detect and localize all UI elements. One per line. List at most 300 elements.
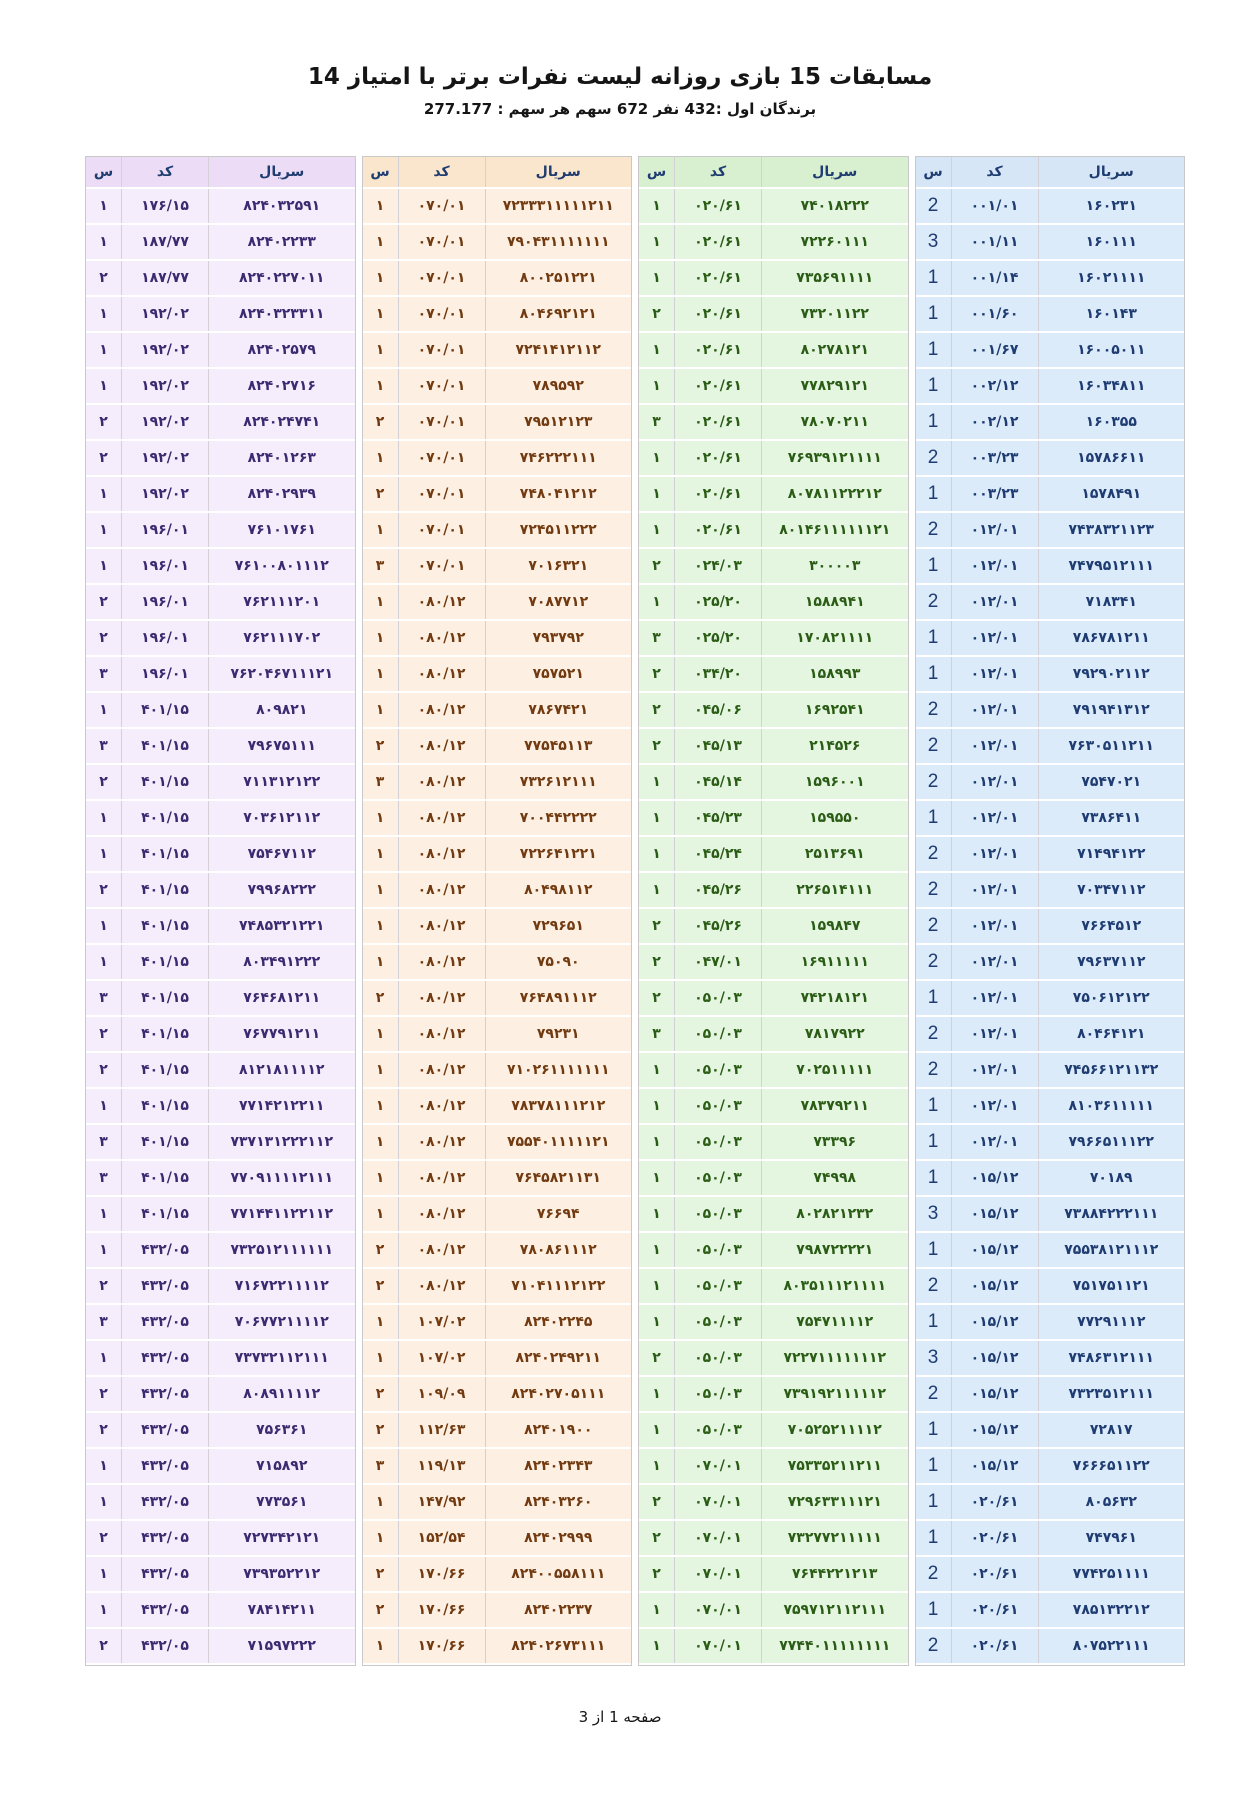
- cell-s: ۱: [86, 944, 122, 980]
- cell-code: ۰۸۰/۱۲: [398, 1232, 485, 1268]
- cell-s: ۱: [639, 1376, 675, 1412]
- cell-s: ۳: [639, 1016, 675, 1052]
- cell-serial: ۷۶۶۹۴: [485, 1196, 631, 1232]
- cell-s: ۱: [86, 1556, 122, 1592]
- table-row: [86, 1592, 355, 1628]
- cell-code: ۰۱۵/۱۲: [951, 1412, 1038, 1448]
- cell-code: ۰۴۵/۲۶: [675, 872, 762, 908]
- cell-serial: ۷۴۷۹۶۱: [1038, 1520, 1184, 1556]
- col-header-serial: سریال: [1038, 157, 1184, 188]
- cell-serial: ۷۵۹۷۱۲۱۱۲۱۱۱: [762, 1592, 908, 1628]
- cell-serial: ۷۷۴۴۰۱۱۱۱۱۱۱۱: [762, 1628, 908, 1664]
- table-row: [916, 836, 1185, 872]
- table-row: [363, 800, 632, 836]
- cell-s: ۲: [639, 296, 675, 332]
- cell-code: ۰۷۰/۰۱: [398, 368, 485, 404]
- table-row: [639, 440, 908, 476]
- cell-serial: ۷۲۹۶۵۱: [485, 908, 631, 944]
- table-row: [363, 476, 632, 512]
- table-row: [86, 1160, 355, 1196]
- cell-s: ۱: [363, 620, 399, 656]
- cell-code: ۰۸۰/۱۲: [398, 1160, 485, 1196]
- cell-s: ۱: [639, 1448, 675, 1484]
- cell-serial: ۷۰۳۶۱۲۱۱۲: [209, 800, 355, 836]
- cell-s: ۱: [363, 836, 399, 872]
- table-row: [363, 1052, 632, 1088]
- cell-serial: ۷۶۱۰۰۸۰۱۱۱۲: [209, 548, 355, 584]
- cell-code: ۱۰۹/۰۹: [398, 1376, 485, 1412]
- table-row: [86, 1412, 355, 1448]
- cell-s: 1: [916, 1592, 952, 1628]
- table-row: [639, 836, 908, 872]
- cell-code: ۱۷۰/۶۶: [398, 1556, 485, 1592]
- cell-serial: ۷۳۷۱۳۱۲۲۲۱۱۲: [209, 1124, 355, 1160]
- cell-serial: ۸۰۴۶۹۲۱۲۱: [485, 296, 631, 332]
- col-header-s: س: [916, 157, 952, 188]
- cell-s: ۱: [86, 188, 122, 224]
- col-header-code: کد: [398, 157, 485, 188]
- cell-s: 1: [916, 260, 952, 296]
- cell-s: ۱: [639, 584, 675, 620]
- table-row: [363, 1592, 632, 1628]
- cell-s: 2: [916, 1628, 952, 1664]
- cell-s: ۲: [86, 440, 122, 476]
- table-row: [363, 1268, 632, 1304]
- table-row: [916, 548, 1185, 584]
- cell-code: ۴۰۱/۱۵: [122, 764, 209, 800]
- cell-code: ۰۲۰/۶۱: [951, 1484, 1038, 1520]
- cell-serial: ۷۲۴۵۱۱۲۲۲: [485, 512, 631, 548]
- table-row: [639, 260, 908, 296]
- cell-serial: ۸۲۴۰۱۲۶۳: [209, 440, 355, 476]
- table-row: [86, 1376, 355, 1412]
- cell-serial: ۷۴۳۸۳۲۱۱۲۳: [1038, 512, 1184, 548]
- cell-s: 2: [916, 944, 952, 980]
- cell-s: ۲: [363, 404, 399, 440]
- cell-s: ۳: [86, 1124, 122, 1160]
- cell-s: ۱: [639, 224, 675, 260]
- cell-code: ۰۸۰/۱۲: [398, 1052, 485, 1088]
- table-row: [363, 188, 632, 224]
- table-row: [916, 332, 1185, 368]
- serial-group-orange: [362, 156, 633, 1666]
- cell-serial: ۷۲۴۱۴۱۲۱۱۲: [485, 332, 631, 368]
- cell-s: ۱: [363, 908, 399, 944]
- cell-code: ۰۱۵/۱۲: [951, 1376, 1038, 1412]
- cell-serial: ۱۶۰۲۳۱: [1038, 188, 1184, 224]
- cell-code: ۰۱۵/۱۲: [951, 1340, 1038, 1376]
- cell-s: ۲: [86, 1052, 122, 1088]
- table-row: [916, 692, 1185, 728]
- cell-serial: ۷۴۸۵۳۲۱۲۲۱: [209, 908, 355, 944]
- cell-code: ۴۳۲/۰۵: [122, 1304, 209, 1340]
- table-row: [86, 332, 355, 368]
- table-row: [639, 1124, 908, 1160]
- cell-code: ۰۲۰/۶۱: [675, 332, 762, 368]
- cell-s: ۱: [363, 800, 399, 836]
- cell-serial: ۷۰۰۴۴۲۲۲۲: [485, 800, 631, 836]
- table-row: [86, 1052, 355, 1088]
- cell-code: ۰۲۰/۶۱: [675, 296, 762, 332]
- table-row: [86, 908, 355, 944]
- cell-serial: ۲۵۱۳۶۹۱: [762, 836, 908, 872]
- table-row: [86, 1016, 355, 1052]
- cell-code: ۰۴۷/۰۱: [675, 944, 762, 980]
- table-row: [639, 1448, 908, 1484]
- cell-code: ۰۱۵/۱۲: [951, 1448, 1038, 1484]
- cell-code: ۱۹۲/۰۲: [122, 476, 209, 512]
- table-row: [363, 1484, 632, 1520]
- cell-code: ۰۸۰/۱۲: [398, 836, 485, 872]
- table-row: [86, 872, 355, 908]
- cell-serial: ۷۸۱۷۹۲۲: [762, 1016, 908, 1052]
- cell-code: ۰۱۲/۰۱: [951, 656, 1038, 692]
- cell-s: ۲: [363, 728, 399, 764]
- cell-code: ۱۷۰/۶۶: [398, 1592, 485, 1628]
- cell-serial: ۷۹۱۹۴۱۳۱۲: [1038, 692, 1184, 728]
- cell-s: ۱: [639, 260, 675, 296]
- table-row: [363, 440, 632, 476]
- cell-s: ۱: [363, 1124, 399, 1160]
- cell-s: ۲: [639, 1340, 675, 1376]
- cell-code: ۰۲۰/۶۱: [675, 188, 762, 224]
- cell-serial: ۷۹۲۳۱: [485, 1016, 631, 1052]
- cell-serial: ۷۶۱۰۱۷۶۱: [209, 512, 355, 548]
- table-row: [363, 1340, 632, 1376]
- cell-serial: ۷۹۶۷۵۱۱۱: [209, 728, 355, 764]
- cell-code: ۰۵۰/۰۳: [675, 1232, 762, 1268]
- table-row: [363, 368, 632, 404]
- cell-serial: ۷۱۰۲۶۱۱۱۱۱۱۱: [485, 1052, 631, 1088]
- cell-s: 1: [916, 800, 952, 836]
- table-row: [916, 908, 1185, 944]
- cell-s: 1: [916, 1520, 952, 1556]
- cell-serial: ۷۱۸۳۴۱: [1038, 584, 1184, 620]
- col-header-s: س: [363, 157, 399, 188]
- cell-s: ۱: [639, 476, 675, 512]
- table-row: [86, 548, 355, 584]
- cell-serial: ۸۱۰۳۶۱۱۱۱۱: [1038, 1088, 1184, 1124]
- cell-s: ۳: [86, 980, 122, 1016]
- cell-code: ۰۷۰/۰۱: [398, 404, 485, 440]
- cell-code: ۰۲۰/۶۱: [951, 1556, 1038, 1592]
- cell-code: ۱۴۷/۹۲: [398, 1484, 485, 1520]
- table-row: [86, 800, 355, 836]
- page-subtitle: برندگان اول :432 نفر 672 سهم هر سهم : 277.177: [423, 100, 817, 118]
- cell-serial: ۸۲۴۰۲۶۷۳۱۱۱: [485, 1628, 631, 1664]
- cell-serial: ۸۲۴۰۲۲۴۵: [485, 1304, 631, 1340]
- cell-code: ۰۷۰/۰۱: [398, 548, 485, 584]
- table-row: [916, 476, 1185, 512]
- cell-s: 2: [916, 836, 952, 872]
- cell-serial: ۷۲۹۶۳۳۱۱۱۲۱: [762, 1484, 908, 1520]
- table-row: [916, 1124, 1185, 1160]
- cell-s: ۱: [639, 1412, 675, 1448]
- cell-code: ۰۲۰/۶۱: [675, 260, 762, 296]
- table-row: [86, 1196, 355, 1232]
- cell-code: ۴۳۲/۰۵: [122, 1484, 209, 1520]
- table-row: [639, 296, 908, 332]
- cell-serial: ۷۹۸۷۲۲۲۲۱: [762, 1232, 908, 1268]
- cell-s: ۲: [639, 944, 675, 980]
- table-row: [363, 1376, 632, 1412]
- cell-code: ۰۲۰/۶۱: [951, 1520, 1038, 1556]
- cell-s: ۳: [86, 1304, 122, 1340]
- cell-code: ۱۱۲/۶۳: [398, 1412, 485, 1448]
- cell-s: 2: [916, 1052, 952, 1088]
- cell-s: 2: [916, 728, 952, 764]
- table-row: [639, 620, 908, 656]
- cell-s: ۱: [639, 1196, 675, 1232]
- table-row: [639, 1376, 908, 1412]
- serial-table: [916, 157, 1185, 1665]
- cell-serial: ۷۸۴۱۴۲۱۱: [209, 1592, 355, 1628]
- cell-code: ۰۱۲/۰۱: [951, 548, 1038, 584]
- cell-code: ۰۲۴/۰۳: [675, 548, 762, 584]
- cell-code: ۰۸۰/۱۲: [398, 872, 485, 908]
- cell-serial: ۷۲۲۶۴۱۲۲۱: [485, 836, 631, 872]
- cell-code: ۰۷۰/۰۱: [675, 1448, 762, 1484]
- table-row: [363, 872, 632, 908]
- table-row: [363, 332, 632, 368]
- cell-s: ۱: [363, 1052, 399, 1088]
- cell-code: ۰۴۵/۰۶: [675, 692, 762, 728]
- cell-code: ۰۱۲/۰۱: [951, 1124, 1038, 1160]
- cell-s: ۱: [86, 548, 122, 584]
- cell-serial: ۷۷۰۹۱۱۱۱۲۱۱۱: [209, 1160, 355, 1196]
- cell-s: ۱: [363, 296, 399, 332]
- cell-serial: ۷۳۲۰۱۱۲۲: [762, 296, 908, 332]
- table-row: [363, 620, 632, 656]
- cell-s: ۲: [639, 728, 675, 764]
- cell-code: ۴۰۱/۱۵: [122, 800, 209, 836]
- cell-s: ۱: [363, 1340, 399, 1376]
- cell-serial: ۷۴۸۰۴۱۲۱۲: [485, 476, 631, 512]
- table-row: [86, 1484, 355, 1520]
- cell-code: ۰۷۰/۰۱: [675, 1628, 762, 1664]
- cell-serial: ۸۰۴۶۴۱۲۱: [1038, 1016, 1184, 1052]
- cell-code: ۱۹۶/۰۱: [122, 584, 209, 620]
- cell-s: ۲: [639, 1556, 675, 1592]
- table-row: [86, 944, 355, 980]
- cell-serial: ۸۱۲۱۸۱۱۱۱۲: [209, 1052, 355, 1088]
- cell-code: ۰۰۱/۰۱: [951, 188, 1038, 224]
- cell-serial: ۷۶۴۶۸۱۲۱۱: [209, 980, 355, 1016]
- cell-serial: ۸۰۳۴۹۱۲۲۲: [209, 944, 355, 980]
- cell-serial: ۲۱۴۵۲۶: [762, 728, 908, 764]
- cell-serial: ۱۶۹۲۵۴۱: [762, 692, 908, 728]
- table-row: [363, 1556, 632, 1592]
- cell-s: ۲: [639, 548, 675, 584]
- table-row: [86, 296, 355, 332]
- cell-code: ۱۷۶/۱۵: [122, 188, 209, 224]
- cell-serial: ۷۵۰۹۰: [485, 944, 631, 980]
- cell-code: ۰۱۲/۰۱: [951, 800, 1038, 836]
- cell-code: ۰۱۲/۰۱: [951, 1052, 1038, 1088]
- table-row: [639, 1520, 908, 1556]
- cell-s: 2: [916, 584, 952, 620]
- header-row: [363, 157, 632, 188]
- table-row: [363, 836, 632, 872]
- table-row: [86, 1268, 355, 1304]
- table-row: [363, 1124, 632, 1160]
- table-row: [639, 476, 908, 512]
- table-row: [639, 728, 908, 764]
- cell-serial: ۱۶۰۱۱۱: [1038, 224, 1184, 260]
- table-row: [639, 1484, 908, 1520]
- cell-s: ۲: [363, 980, 399, 1016]
- cell-serial: ۷۶۴۴۲۲۱۲۱۳: [762, 1556, 908, 1592]
- cell-code: ۱۵۲/۵۴: [398, 1520, 485, 1556]
- cell-code: ۰۸۰/۱۲: [398, 1196, 485, 1232]
- cell-s: 1: [916, 1088, 952, 1124]
- table-row: [86, 1232, 355, 1268]
- table-row: [363, 692, 632, 728]
- serial-group-blue: [915, 156, 1186, 1666]
- cell-serial: ۷۹۲۹۰۲۱۱۲: [1038, 656, 1184, 692]
- cell-serial: ۷۷۵۴۵۱۱۳: [485, 728, 631, 764]
- cell-code: ۰۷۰/۰۱: [398, 188, 485, 224]
- cell-s: ۱: [86, 224, 122, 260]
- cell-code: ۰۰۱/۶۰: [951, 296, 1038, 332]
- cell-serial: ۱۵۸۸۹۴۱: [762, 584, 908, 620]
- cell-s: ۱: [86, 476, 122, 512]
- table-row: [86, 1556, 355, 1592]
- cell-code: ۰۵۰/۰۳: [675, 1268, 762, 1304]
- cell-serial: ۸۰۷۸۱۱۲۲۲۱۲: [762, 476, 908, 512]
- cell-code: ۰۱۲/۰۱: [951, 1088, 1038, 1124]
- cell-s: 2: [916, 1376, 952, 1412]
- cell-serial: ۸۲۴۰۱۹۰۰: [485, 1412, 631, 1448]
- table-row: [363, 1232, 632, 1268]
- cell-s: ۲: [86, 260, 122, 296]
- cell-s: ۱: [86, 836, 122, 872]
- cell-code: ۴۳۲/۰۵: [122, 1448, 209, 1484]
- cell-s: 2: [916, 440, 952, 476]
- cell-code: ۱۹۶/۰۱: [122, 548, 209, 584]
- cell-s: 2: [916, 512, 952, 548]
- cell-code: ۰۷۰/۰۱: [675, 1520, 762, 1556]
- table-row: [916, 944, 1185, 980]
- serial-table: [639, 157, 908, 1665]
- col-header-serial: سریال: [485, 157, 631, 188]
- cell-code: ۰۷۰/۰۱: [398, 476, 485, 512]
- cell-code: ۰۲۰/۶۱: [675, 440, 762, 476]
- cell-code: ۰۷۰/۰۱: [675, 1484, 762, 1520]
- cell-code: ۰۱۲/۰۱: [951, 836, 1038, 872]
- cell-s: ۲: [363, 1232, 399, 1268]
- cell-s: ۳: [363, 1448, 399, 1484]
- cell-serial: ۸۲۴۰۲۷۱۶: [209, 368, 355, 404]
- table-row: [639, 584, 908, 620]
- cell-code: ۰۱۲/۰۱: [951, 584, 1038, 620]
- col-header-s: س: [86, 157, 122, 188]
- table-row: [86, 584, 355, 620]
- cell-serial: ۷۸۶۷۴۲۱: [485, 692, 631, 728]
- table-row: [916, 872, 1185, 908]
- cell-s: ۱: [86, 1592, 122, 1628]
- table-row: [916, 1520, 1185, 1556]
- cell-code: ۱۹۲/۰۲: [122, 440, 209, 476]
- cell-serial: ۸۲۴۰۲۹۹۹: [485, 1520, 631, 1556]
- cell-code: ۰۱۵/۱۲: [951, 1232, 1038, 1268]
- cell-code: ۰۵۰/۰۳: [675, 1124, 762, 1160]
- cell-code: ۰۵۰/۰۳: [675, 1088, 762, 1124]
- table-row: [639, 1088, 908, 1124]
- cell-code: ۴۰۱/۱۵: [122, 1016, 209, 1052]
- cell-s: 2: [916, 692, 952, 728]
- page-number: صفحه 1 از 3: [578, 1708, 662, 1726]
- table-row: [86, 512, 355, 548]
- table-row: [86, 188, 355, 224]
- cell-s: ۱: [363, 1520, 399, 1556]
- cell-code: ۴۳۲/۰۵: [122, 1232, 209, 1268]
- cell-serial: ۱۶۰۰۵۰۱۱: [1038, 332, 1184, 368]
- cell-serial: ۷۴۷۹۵۱۲۱۱۱: [1038, 548, 1184, 584]
- cell-s: ۱: [86, 1088, 122, 1124]
- table-row: [916, 980, 1185, 1016]
- cell-s: ۱: [363, 584, 399, 620]
- table-row: [916, 800, 1185, 836]
- cell-code: ۴۰۱/۱۵: [122, 1160, 209, 1196]
- table-row: [639, 1052, 908, 1088]
- cell-serial: ۷۳۲۵۱۲۱۱۱۱۱۱: [209, 1232, 355, 1268]
- cell-code: ۱۱۹/۱۳: [398, 1448, 485, 1484]
- cell-serial: ۷۶۲۱۱۱۲۰۱: [209, 584, 355, 620]
- table-row: [363, 908, 632, 944]
- cell-code: ۰۴۵/۲۶: [675, 908, 762, 944]
- cell-serial: ۷۸۵۱۳۲۲۱۲: [1038, 1592, 1184, 1628]
- serial-group-green: [638, 156, 909, 1666]
- table-row: [916, 1052, 1185, 1088]
- cell-code: ۰۱۵/۱۲: [951, 1268, 1038, 1304]
- cell-serial: ۷۵۳۳۵۲۱۱۲۱۱: [762, 1448, 908, 1484]
- cell-s: 1: [916, 620, 952, 656]
- cell-s: ۱: [86, 1196, 122, 1232]
- cell-code: ۴۰۱/۱۵: [122, 1196, 209, 1232]
- cell-code: ۰۰۱/۱۴: [951, 260, 1038, 296]
- cell-code: ۰۸۰/۱۲: [398, 620, 485, 656]
- table-row: [639, 1268, 908, 1304]
- cell-serial: ۸۰۷۵۲۲۱۱۱: [1038, 1628, 1184, 1664]
- cell-code: ۰۲۰/۶۱: [951, 1628, 1038, 1664]
- cell-s: ۱: [639, 1628, 675, 1664]
- cell-s: ۱: [363, 1160, 399, 1196]
- cell-s: ۱: [363, 1088, 399, 1124]
- table-row: [639, 548, 908, 584]
- cell-serial: ۱۵۷۸۴۹۱: [1038, 476, 1184, 512]
- cell-s: ۱: [363, 188, 399, 224]
- cell-serial: ۷۰۱۸۹: [1038, 1160, 1184, 1196]
- cell-serial: ۷۷۳۵۶۱: [209, 1484, 355, 1520]
- cell-serial: ۱۶۹۱۱۱۱۱: [762, 944, 908, 980]
- table-row: [363, 404, 632, 440]
- col-header-serial: سریال: [209, 157, 355, 188]
- page-title: مسابقات 15 بازی روزانه لیست نفرات برتر با امتیاز 14: [307, 64, 933, 90]
- cell-serial: ۷۰۳۴۷۱۱۲: [1038, 872, 1184, 908]
- cell-s: ۲: [86, 1412, 122, 1448]
- cell-s: ۱: [86, 332, 122, 368]
- cell-code: ۰۱۲/۰۱: [951, 692, 1038, 728]
- cell-serial: ۷۵۵۳۸۱۲۱۱۱۲: [1038, 1232, 1184, 1268]
- cell-s: ۳: [86, 728, 122, 764]
- cell-s: 2: [916, 872, 952, 908]
- table-row: [363, 1448, 632, 1484]
- table-row: [639, 800, 908, 836]
- table-row: [363, 944, 632, 980]
- cell-serial: ۸۲۴۰۲۵۷۹: [209, 332, 355, 368]
- table-row: [86, 980, 355, 1016]
